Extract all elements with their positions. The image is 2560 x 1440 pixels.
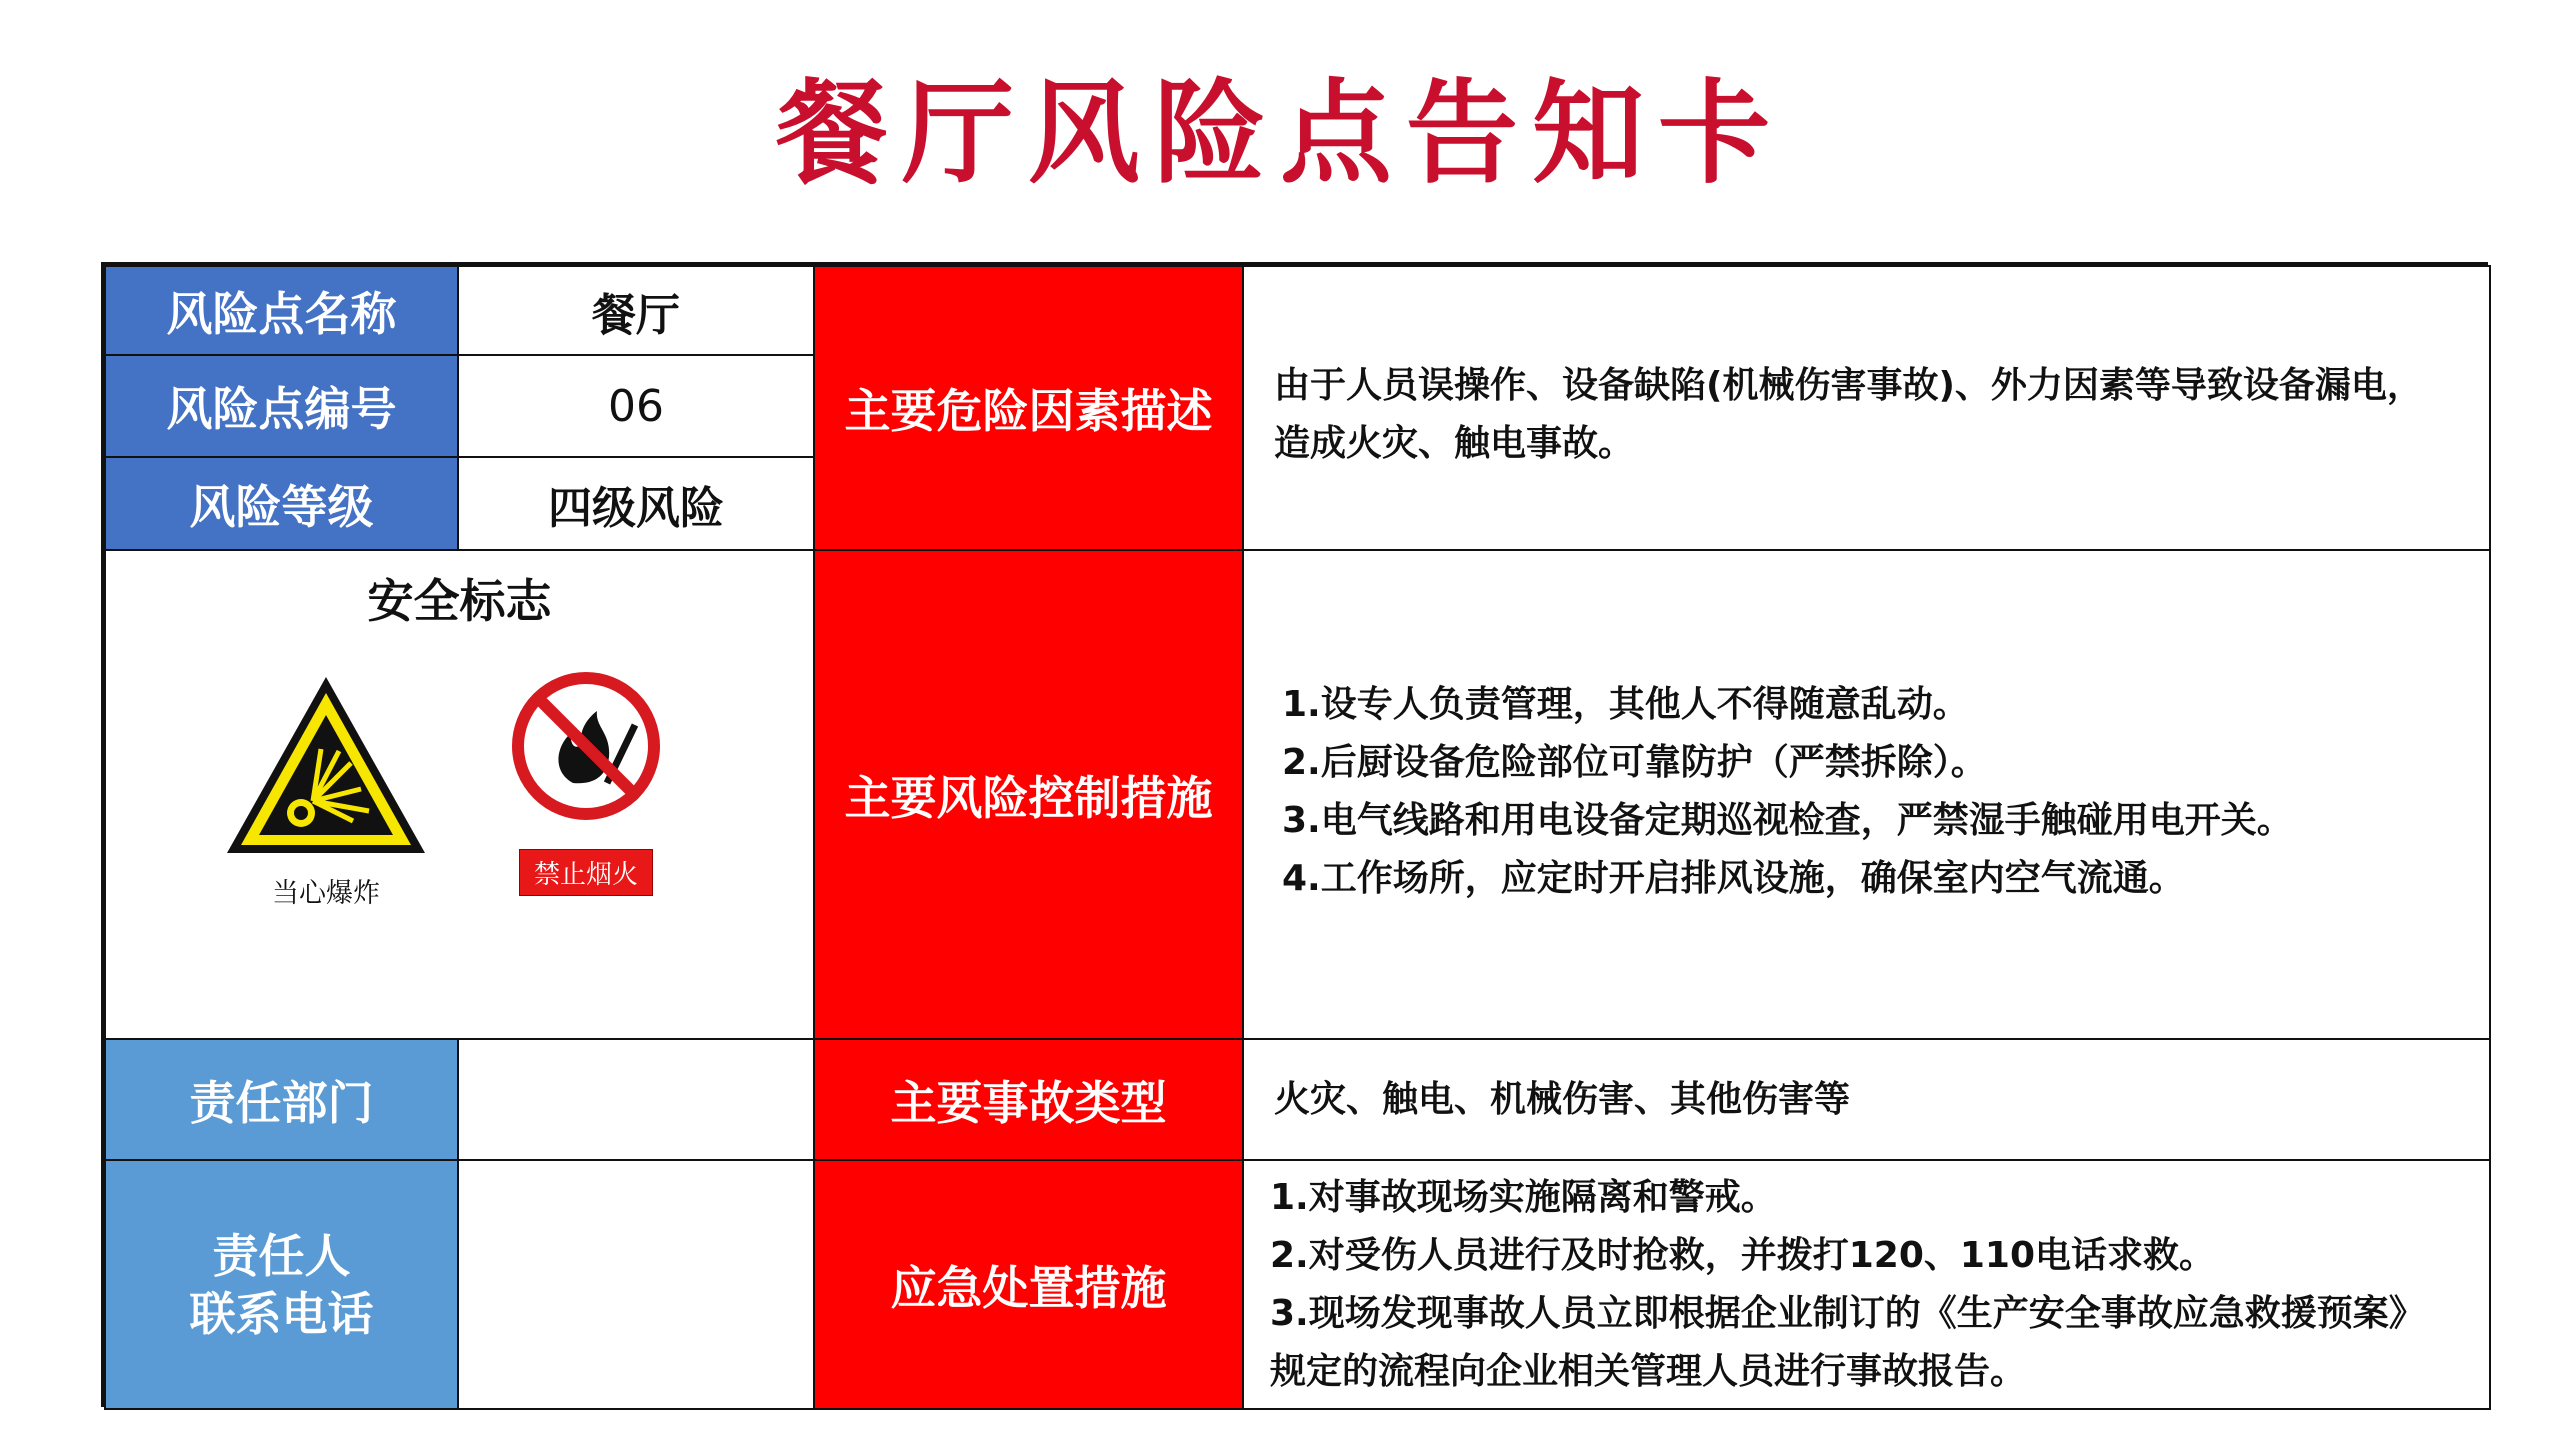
emergency-item: 3.现场发现事故人员立即根据企业制订的《生产安全事故应急救援预案》 — [1270, 1292, 2425, 1334]
contact-label-line1: 责任人 — [212, 1228, 351, 1283]
hazard-line: 造成火灾、触电事故。 — [1274, 423, 1635, 464]
risk-name-value: 餐厅 — [457, 265, 815, 356]
safety-signs-title: 安全标志 — [367, 574, 552, 628]
emergency-measures — [1242, 1159, 2491, 1410]
emergency-item: 规定的流程向企业相关管理人员进行事故报告。 — [1270, 1350, 2027, 1392]
sign-no-fire — [511, 671, 661, 896]
hazard-description — [1242, 265, 2491, 551]
control-item: 2.后厨设备危险部位可靠防护（严禁拆除）。 — [1282, 742, 1987, 783]
explosion-warning-icon — [221, 671, 431, 861]
sign-explosion-caption: 当心爆炸 — [272, 878, 380, 909]
emergency-item: 2.对受伤人员进行及时抢救，并拨打120、110电话求救。 — [1270, 1234, 2216, 1276]
page-title: 餐厅风险点告知卡 — [776, 69, 1784, 199]
emergency-label: 应急处置措施 — [813, 1159, 1244, 1410]
control-label: 主要风险控制措施 — [813, 549, 1244, 1040]
accident-type-value: 火灾、触电、机械伤害、其他伤害等 — [1242, 1038, 2491, 1161]
safety-signs-panel — [104, 549, 815, 1040]
risk-name-label: 风险点名称 — [104, 265, 459, 356]
sign-explosion — [221, 671, 431, 910]
department-value — [457, 1038, 815, 1161]
control-item: 4.工作场所，应定时开启排风设施，确保室内空气流通。 — [1282, 858, 2185, 899]
control-item: 3.电气线路和用电设备定期巡视检查，严禁湿手触碰用电开关。 — [1282, 800, 2293, 841]
contact-value — [457, 1159, 815, 1410]
sign-no-fire-caption: 禁止烟火 — [519, 849, 653, 896]
hazard-line: 由于人员误操作、设备缺陷(机械伤害事故)、外力因素等导致设备漏电， — [1274, 365, 2423, 406]
contact-label-line2: 联系电话 — [189, 1286, 374, 1341]
contact-label — [104, 1159, 459, 1410]
risk-number-label: 风险点编号 — [104, 354, 459, 458]
risk-card — [101, 262, 2488, 1407]
risk-level-value: 四级风险 — [457, 456, 815, 551]
control-measures — [1242, 549, 2491, 1040]
emergency-item: 1.对事故现场实施隔离和警戒。 — [1270, 1176, 1777, 1218]
hazard-label: 主要危险因素描述 — [813, 265, 1244, 551]
accident-type-label: 主要事故类型 — [813, 1038, 1244, 1161]
department-label: 责任部门 — [104, 1038, 459, 1161]
risk-level-label: 风险等级 — [104, 456, 459, 551]
risk-number-value: 06 — [457, 354, 815, 458]
control-item: 1.设专人负责管理，其他人不得随意乱动。 — [1282, 684, 1969, 725]
no-fire-icon — [511, 671, 661, 821]
